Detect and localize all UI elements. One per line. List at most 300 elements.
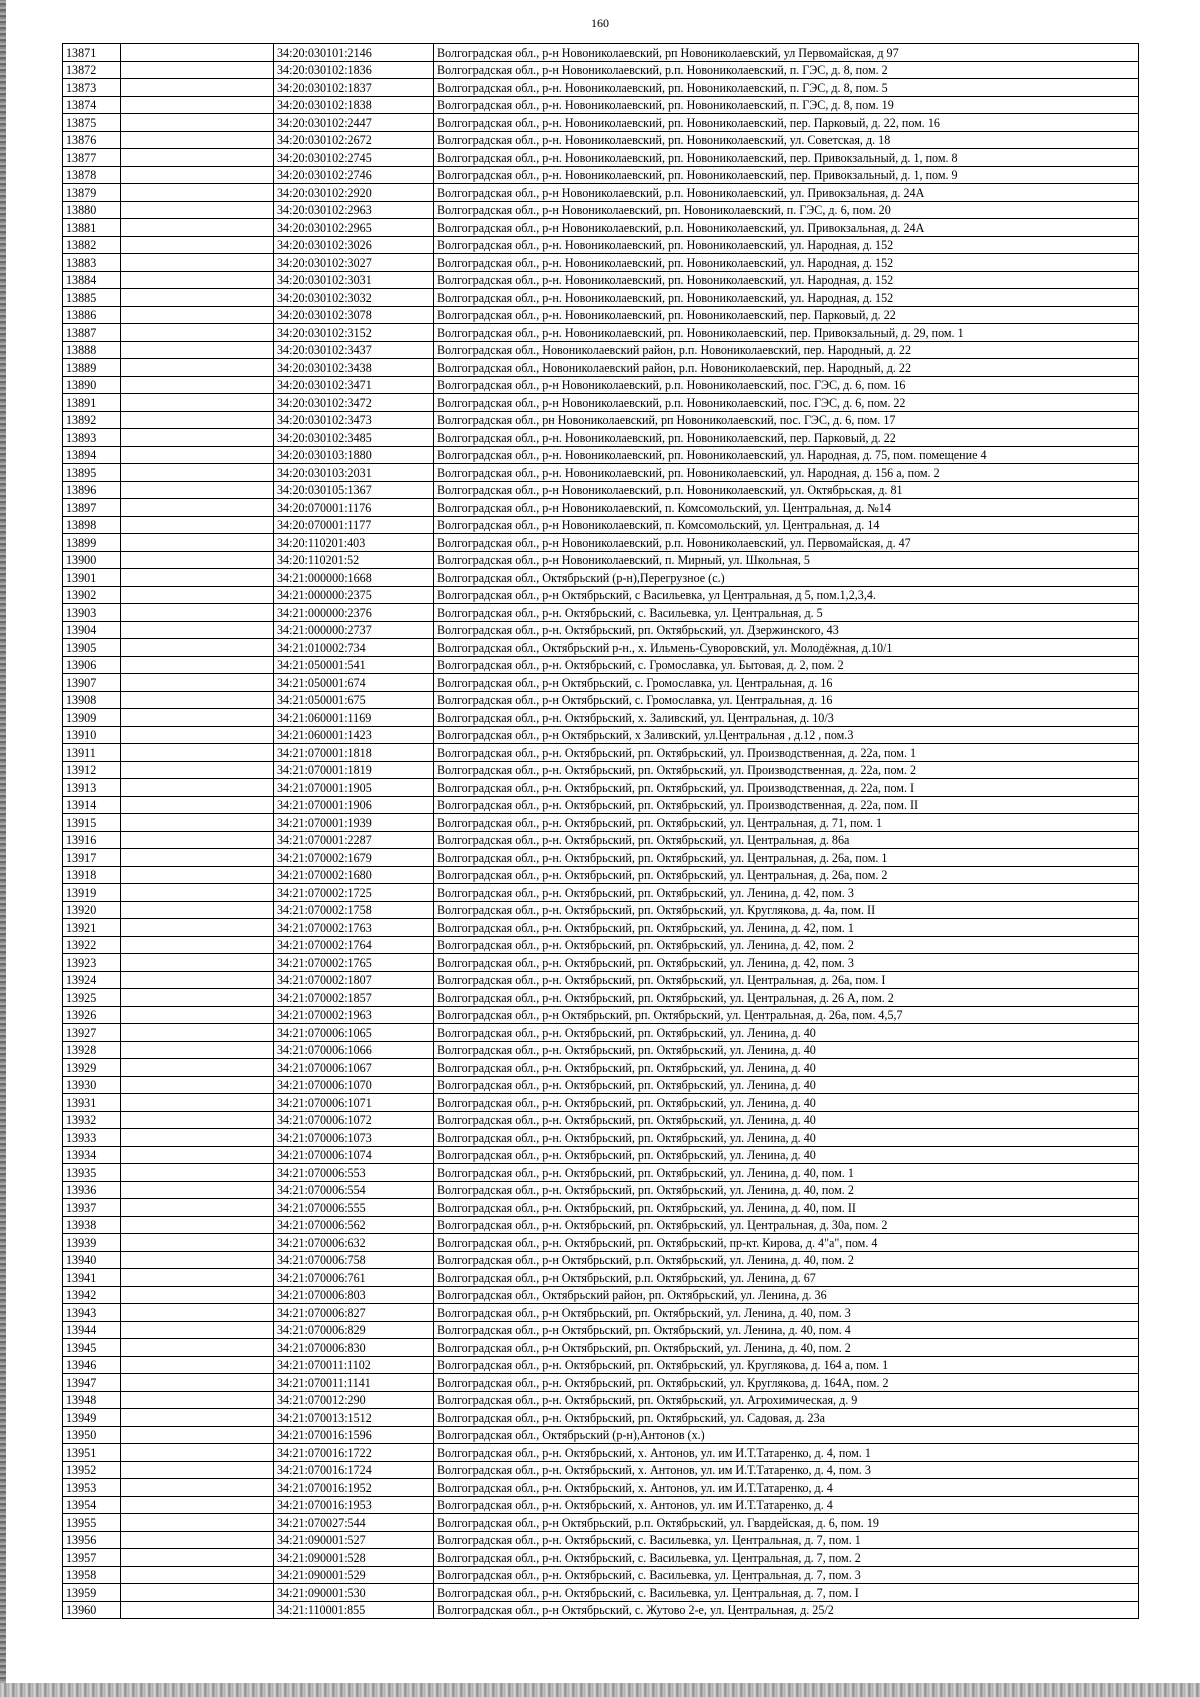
blank-cell	[121, 1269, 274, 1287]
address-cell: Волгоградская обл., р-н. Октябрьский, рп. Октябрьский, ул. Ленина, д. 40	[434, 1111, 1139, 1129]
table-row	[63, 96, 1139, 114]
address-cell: Волгоградская обл., р-н. Октябрьский, рп. Октябрьский, ул. Центральная, д. 26а, пом. 2	[434, 866, 1139, 884]
cadastral-number-cell: 34:20:030102:3473	[274, 411, 434, 429]
blank-cell	[121, 1426, 274, 1444]
blank-cell	[121, 236, 274, 254]
cadastral-number-cell: 34:20:070001:1176	[274, 499, 434, 517]
row-number-cell: 13934	[63, 1146, 121, 1164]
address-cell: Волгоградская обл., р-н. Октябрьский, х. Антонов, ул. им И.Т.Татаренко, д. 4, пом. 1	[434, 1444, 1139, 1462]
cadastral-number-cell: 34:21:070011:1141	[274, 1374, 434, 1392]
address-cell: Волгоградская обл., р-н Новониколаевский, рп. Новониколаевский, п. ГЭС, д. 6, пом. 20	[434, 201, 1139, 219]
address-cell: Волгоградская обл., р-н. Октябрьский, рп. Октябрьский, ул. Производственная, д. 22а, пом. I	[434, 779, 1139, 797]
table-row	[63, 446, 1139, 464]
blank-cell	[121, 1321, 274, 1339]
blank-cell	[121, 1566, 274, 1584]
cadastral-number-cell: 34:20:030103:1880	[274, 446, 434, 464]
table-row	[63, 674, 1139, 692]
table-row	[63, 289, 1139, 307]
blank-cell	[121, 796, 274, 814]
blank-cell	[121, 779, 274, 797]
address-cell: Волгоградская обл., р-н. Октябрьский, х. Антонов, ул. им И.Т.Татаренко, д. 4, пом. 3	[434, 1461, 1139, 1479]
address-cell: Волгоградская обл., р-н. Новониколаевский, рп. Новониколаевский, ул. Народная, д. 152	[434, 236, 1139, 254]
table-row	[63, 1286, 1139, 1304]
row-number-cell: 13886	[63, 306, 121, 324]
row-number-cell: 13882	[63, 236, 121, 254]
blank-cell	[121, 1461, 274, 1479]
row-number-cell: 13947	[63, 1374, 121, 1392]
table-row	[63, 341, 1139, 359]
cadastral-number-cell: 34:21:070016:1724	[274, 1461, 434, 1479]
row-number-cell: 13911	[63, 744, 121, 762]
address-cell: Волгоградская обл., р-н. Октябрьский, рп. Октябрьский, ул. Ленина, д. 40, пом. II	[434, 1199, 1139, 1217]
blank-cell	[121, 166, 274, 184]
row-number-cell: 13959	[63, 1584, 121, 1602]
cadastral-number-cell: 34:20:030102:3485	[274, 429, 434, 447]
blank-cell	[121, 1164, 274, 1182]
row-number-cell: 13893	[63, 429, 121, 447]
cadastral-number-cell: 34:20:030102:3032	[274, 289, 434, 307]
row-number-cell: 13872	[63, 61, 121, 79]
address-cell: Волгоградская обл., р-н. Октябрьский, рп. Октябрьский, ул. Производственная, д. 22а, пом. 2	[434, 761, 1139, 779]
row-number-cell: 13906	[63, 656, 121, 674]
row-number-cell: 13936	[63, 1181, 121, 1199]
address-cell: Волгоградская обл., р-н. Октябрьский, рп. Октябрьский, ул. Центральная, д. 86а	[434, 831, 1139, 849]
row-number-cell: 13908	[63, 691, 121, 709]
table-row	[63, 499, 1139, 517]
blank-cell	[121, 1059, 274, 1077]
blank-cell	[121, 306, 274, 324]
cadastral-number-cell: 34:21:070013:1512	[274, 1409, 434, 1427]
cadastral-number-cell: 34:20:030102:2963	[274, 201, 434, 219]
table-row	[63, 534, 1139, 552]
cadastral-number-cell: 34:21:000000:2375	[274, 586, 434, 604]
row-number-cell: 13960	[63, 1601, 121, 1619]
table-row	[63, 219, 1139, 237]
address-cell: Волгоградская обл., р-н. Октябрьский, рп. Октябрьский, ул. Садовая, д. 23а	[434, 1409, 1139, 1427]
blank-cell	[121, 1251, 274, 1269]
cadastral-number-cell: 34:21:070001:1819	[274, 761, 434, 779]
row-number-cell: 13933	[63, 1129, 121, 1147]
blank-cell	[121, 341, 274, 359]
cadastral-number-cell: 34:21:090001:527	[274, 1531, 434, 1549]
blank-cell	[121, 604, 274, 622]
table-row	[63, 184, 1139, 202]
row-number-cell: 13921	[63, 919, 121, 937]
registry-table-body	[63, 44, 1139, 1619]
table-row	[63, 254, 1139, 272]
table-row	[63, 866, 1139, 884]
table-row	[63, 1076, 1139, 1094]
row-number-cell: 13888	[63, 341, 121, 359]
cadastral-number-cell: 34:21:070006:555	[274, 1199, 434, 1217]
table-row	[63, 884, 1139, 902]
cadastral-number-cell: 34:21:090001:529	[274, 1566, 434, 1584]
blank-cell	[121, 569, 274, 587]
table-row	[63, 919, 1139, 937]
row-number-cell: 13879	[63, 184, 121, 202]
cadastral-number-cell: 34:21:070006:1065	[274, 1024, 434, 1042]
blank-cell	[121, 1181, 274, 1199]
address-cell: Волгоградская обл., р-н Октябрьский, х Заливский, ул.Центральная , д.12 , пом.3	[434, 726, 1139, 744]
cadastral-number-cell: 34:21:070006:1066	[274, 1041, 434, 1059]
address-cell: Волгоградская обл., р-н. Октябрьский, с. Васильевка, ул. Центральная, д. 7, пом. 2	[434, 1549, 1139, 1567]
row-number-cell: 13883	[63, 254, 121, 272]
table-row	[63, 1041, 1139, 1059]
row-number-cell: 13939	[63, 1234, 121, 1252]
cadastral-number-cell: 34:21:070006:1072	[274, 1111, 434, 1129]
cadastral-number-cell: 34:21:070006:761	[274, 1269, 434, 1287]
address-cell: Волгоградская обл., рн Новониколаевский, рп Новониколаевский, пос. ГЭС, д. 6, пом. 17	[434, 411, 1139, 429]
row-number-cell: 13909	[63, 709, 121, 727]
blank-cell	[121, 201, 274, 219]
blank-cell	[121, 324, 274, 342]
blank-cell	[121, 1006, 274, 1024]
address-cell: Волгоградская обл., р-н. Октябрьский, рп. Октябрьский, ул. Ленина, д. 40	[434, 1076, 1139, 1094]
cadastral-number-cell: 34:20:030102:3031	[274, 271, 434, 289]
blank-cell	[121, 184, 274, 202]
table-row	[63, 411, 1139, 429]
blank-cell	[121, 1234, 274, 1252]
address-cell: Волгоградская обл., р-н. Октябрьский, рп. Октябрьский, ул. Производственная, д. 22а, пом. II	[434, 796, 1139, 814]
table-row	[63, 1496, 1139, 1514]
row-number-cell: 13912	[63, 761, 121, 779]
table-row	[63, 1356, 1139, 1374]
table-row	[63, 236, 1139, 254]
cadastral-number-cell: 34:20:030102:1836	[274, 61, 434, 79]
table-row	[63, 516, 1139, 534]
table-row	[63, 1146, 1139, 1164]
address-cell: Волгоградская обл., р-н. Октябрьский, рп. Октябрьский, ул. Круглякова, д. 164 а, пом. 1	[434, 1356, 1139, 1374]
address-cell: Волгоградская обл., р-н. Октябрьский, рп. Октябрьский, ул. Центральная, д. 30а, пом. 2	[434, 1216, 1139, 1234]
row-number-cell: 13954	[63, 1496, 121, 1514]
address-cell: Волгоградская обл., р-н. Октябрьский, рп. Октябрьский, ул. Ленина, д. 42, пом. 3	[434, 884, 1139, 902]
table-row	[63, 691, 1139, 709]
address-cell: Волгоградская обл., р-н. Новониколаевский, рп. Новониколаевский, п. ГЭС, д. 8, пом. 5	[434, 79, 1139, 97]
blank-cell	[121, 96, 274, 114]
cadastral-number-cell: 34:21:060001:1423	[274, 726, 434, 744]
address-cell: Волгоградская обл., р-н. Октябрьский, х. Антонов, ул. им И.Т.Татаренко, д. 4	[434, 1496, 1139, 1514]
address-cell: Волгоградская обл., р-н. Октябрьский, с. Васильевка, ул. Центральная, д. 7, пом. I	[434, 1584, 1139, 1602]
table-row	[63, 954, 1139, 972]
cadastral-number-cell: 34:21:070001:2287	[274, 831, 434, 849]
blank-cell	[121, 586, 274, 604]
blank-cell	[121, 1391, 274, 1409]
row-number-cell: 13932	[63, 1111, 121, 1129]
row-number-cell: 13904	[63, 621, 121, 639]
table-row	[63, 464, 1139, 482]
table-row	[63, 656, 1139, 674]
table-row	[63, 149, 1139, 167]
cadastral-number-cell: 34:21:070001:1905	[274, 779, 434, 797]
cadastral-number-cell: 34:21:070006:554	[274, 1181, 434, 1199]
cadastral-number-cell: 34:21:000000:2737	[274, 621, 434, 639]
table-row	[63, 61, 1139, 79]
table-row	[63, 1584, 1139, 1602]
address-cell: Волгоградская обл., р-н Октябрьский, с. Громославка, ул. Центральная, д. 16	[434, 691, 1139, 709]
cadastral-number-cell: 34:20:030102:3026	[274, 236, 434, 254]
blank-cell	[121, 621, 274, 639]
row-number-cell: 13890	[63, 376, 121, 394]
address-cell: Волгоградская обл., р-н Октябрьский, с. Громославка, ул. Центральная, д. 16	[434, 674, 1139, 692]
cadastral-number-cell: 34:21:070002:1807	[274, 971, 434, 989]
cadastral-number-cell: 34:21:070002:1679	[274, 849, 434, 867]
table-row	[63, 1059, 1139, 1077]
table-row	[63, 604, 1139, 622]
table-row	[63, 901, 1139, 919]
row-number-cell: 13907	[63, 674, 121, 692]
table-row	[63, 481, 1139, 499]
address-cell: Волгоградская обл., р-н. Октябрьский, рп. Октябрьский, ул. Ленина, д. 42, пом. 1	[434, 919, 1139, 937]
table-row	[63, 166, 1139, 184]
table-row	[63, 1531, 1139, 1549]
address-cell: Волгоградская обл., Октябрьский (р-н),Антонов (х.)	[434, 1426, 1139, 1444]
address-cell: Волгоградская обл., р-н. Новониколаевский, рп. Новониколаевский, пер. Парковый, д. 22, пом. 16	[434, 114, 1139, 132]
cadastral-number-cell: 34:21:070006:1073	[274, 1129, 434, 1147]
cadastral-number-cell: 34:21:000000:1668	[274, 569, 434, 587]
table-row	[63, 1006, 1139, 1024]
table-row	[63, 201, 1139, 219]
row-number-cell: 13894	[63, 446, 121, 464]
row-number-cell: 13896	[63, 481, 121, 499]
row-number-cell: 13953	[63, 1479, 121, 1497]
table-row	[63, 1111, 1139, 1129]
cadastral-number-cell: 34:20:030103:2031	[274, 464, 434, 482]
scan-edge-bottom	[0, 1683, 1200, 1697]
address-cell: Волгоградская обл., р-н. Октябрьский, рп. Октябрьский, ул. Ленина, д. 40	[434, 1129, 1139, 1147]
blank-cell	[121, 359, 274, 377]
cadastral-number-cell: 34:21:000000:2376	[274, 604, 434, 622]
table-row	[63, 324, 1139, 342]
address-cell: Волгоградская обл., р-н. Октябрьский, рп. Октябрьский, ул. Центральная, д. 26а, пом. I	[434, 971, 1139, 989]
blank-cell	[121, 131, 274, 149]
blank-cell	[121, 534, 274, 552]
table-row	[63, 1199, 1139, 1217]
table-row	[63, 1549, 1139, 1567]
row-number-cell: 13880	[63, 201, 121, 219]
address-cell: Волгоградская обл., Октябрьский (р-н),Перегрузное (с.)	[434, 569, 1139, 587]
row-number-cell: 13941	[63, 1269, 121, 1287]
row-number-cell: 13923	[63, 954, 121, 972]
cadastral-number-cell: 34:21:050001:541	[274, 656, 434, 674]
row-number-cell: 13925	[63, 989, 121, 1007]
table-row	[63, 831, 1139, 849]
table-row	[63, 1339, 1139, 1357]
row-number-cell: 13881	[63, 219, 121, 237]
row-number-cell: 13951	[63, 1444, 121, 1462]
table-row	[63, 114, 1139, 132]
cadastral-number-cell: 34:21:060001:1169	[274, 709, 434, 727]
cadastral-number-cell: 34:21:070002:1680	[274, 866, 434, 884]
cadastral-number-cell: 34:21:070016:1596	[274, 1426, 434, 1444]
address-cell: Волгоградская обл., р-н. Октябрьский, х. Антонов, ул. им И.Т.Татаренко, д. 4	[434, 1479, 1139, 1497]
row-number-cell: 13922	[63, 936, 121, 954]
cadastral-number-cell: 34:20:030102:3027	[274, 254, 434, 272]
blank-cell	[121, 79, 274, 97]
cadastral-number-cell: 34:20:030101:2146	[274, 44, 434, 62]
blank-cell	[121, 901, 274, 919]
table-row	[63, 131, 1139, 149]
blank-cell	[121, 744, 274, 762]
address-cell: Волгоградская обл., р-н Октябрьский, р.п. Октябрьский, ул. Ленина, д. 67	[434, 1269, 1139, 1287]
address-cell: Волгоградская обл., р-н. Новониколаевский, рп. Новониколаевский, пер. Привокзальный, д. 1, пом. 8	[434, 149, 1139, 167]
address-cell: Волгоградская обл., р-н. Октябрьский, рп. Октябрьский, ул. Ленина, д. 40	[434, 1146, 1139, 1164]
row-number-cell: 13877	[63, 149, 121, 167]
cadastral-number-cell: 34:20:030102:2745	[274, 149, 434, 167]
cadastral-number-cell: 34:21:070001:1818	[274, 744, 434, 762]
address-cell: Волгоградская обл., р-н. Октябрьский, рп. Октябрьский, ул. Центральная, д. 26 А, пом. 2	[434, 989, 1139, 1007]
row-number-cell: 13889	[63, 359, 121, 377]
table-row	[63, 1461, 1139, 1479]
row-number-cell: 13937	[63, 1199, 121, 1217]
address-cell: Волгоградская обл., р-н. Новониколаевский, рп. Новониколаевский, ул. Народная, д. 152	[434, 289, 1139, 307]
row-number-cell: 13900	[63, 551, 121, 569]
cadastral-number-cell: 34:21:070006:830	[274, 1339, 434, 1357]
blank-cell	[121, 1111, 274, 1129]
row-number-cell: 13874	[63, 96, 121, 114]
row-number-cell: 13905	[63, 639, 121, 657]
blank-cell	[121, 1076, 274, 1094]
table-row	[63, 1391, 1139, 1409]
row-number-cell: 13946	[63, 1356, 121, 1374]
cadastral-number-cell: 34:20:030102:2920	[274, 184, 434, 202]
row-number-cell: 13924	[63, 971, 121, 989]
blank-cell	[121, 61, 274, 79]
blank-cell	[121, 1094, 274, 1112]
cadastral-number-cell: 34:20:030105:1367	[274, 481, 434, 499]
address-cell: Волгоградская обл., Октябрьский р-н., х. Ильмень-Суворовский, ул. Молодёжная, д.10/1	[434, 639, 1139, 657]
cadastral-number-cell: 34:20:110201:403	[274, 534, 434, 552]
scan-edge-left	[0, 0, 6, 1697]
blank-cell	[121, 411, 274, 429]
table-row	[63, 1094, 1139, 1112]
table-row	[63, 1251, 1139, 1269]
address-cell: Волгоградская обл., р-н Октябрьский, с Васильевка, ул Центральная, д 5, пом.1,2,3,4.	[434, 586, 1139, 604]
row-number-cell: 13950	[63, 1426, 121, 1444]
cadastral-number-cell: 34:21:070002:1963	[274, 1006, 434, 1024]
blank-cell	[121, 1496, 274, 1514]
cadastral-number-cell: 34:21:070006:1070	[274, 1076, 434, 1094]
address-cell: Волгоградская обл., р-н Октябрьский, рп. Октябрьский, ул. Ленина, д. 40, пом. 2	[434, 1339, 1139, 1357]
row-number-cell: 13944	[63, 1321, 121, 1339]
table-row	[63, 849, 1139, 867]
cadastral-number-cell: 34:20:030102:3078	[274, 306, 434, 324]
blank-cell	[121, 1129, 274, 1147]
cadastral-number-cell: 34:21:050001:674	[274, 674, 434, 692]
table-row	[63, 79, 1139, 97]
table-row	[63, 306, 1139, 324]
address-cell: Волгоградская обл., р-н Октябрьский, рп. Октябрьский, ул. Ленина, д. 40, пом. 3	[434, 1304, 1139, 1322]
cadastral-number-cell: 34:21:070006:562	[274, 1216, 434, 1234]
row-number-cell: 13895	[63, 464, 121, 482]
row-number-cell: 13875	[63, 114, 121, 132]
cadastral-number-cell: 34:20:030102:2746	[274, 166, 434, 184]
blank-cell	[121, 1286, 274, 1304]
row-number-cell: 13955	[63, 1514, 121, 1532]
row-number-cell: 13935	[63, 1164, 121, 1182]
cadastral-number-cell: 34:20:030102:3152	[274, 324, 434, 342]
cadastral-number-cell: 34:20:110201:52	[274, 551, 434, 569]
cadastral-number-cell: 34:21:070012:290	[274, 1391, 434, 1409]
cadastral-number-cell: 34:20:030102:2447	[274, 114, 434, 132]
address-cell: Волгоградская обл., р-н Октябрьский, рп. Октябрьский, ул. Ленина, д. 40, пом. 4	[434, 1321, 1139, 1339]
address-cell: Волгоградская обл., р-н. Новониколаевский, рп. Новониколаевский, ул. Народная, д. 152	[434, 254, 1139, 272]
address-cell: Волгоградская обл., р-н. Октябрьский, рп. Октябрьский, ул. Ленина, д. 40	[434, 1059, 1139, 1077]
row-number-cell: 13902	[63, 586, 121, 604]
registry-table	[62, 43, 1139, 1619]
row-number-cell: 13917	[63, 849, 121, 867]
cadastral-number-cell: 34:20:030102:2965	[274, 219, 434, 237]
blank-cell	[121, 1409, 274, 1427]
blank-cell	[121, 481, 274, 499]
row-number-cell: 13938	[63, 1216, 121, 1234]
cadastral-number-cell: 34:21:050001:675	[274, 691, 434, 709]
row-number-cell: 13943	[63, 1304, 121, 1322]
address-cell: Волгоградская обл., р-н. Октябрьский, с. Васильевка, ул. Центральная, д. 7, пом. 3	[434, 1566, 1139, 1584]
address-cell: Волгоградская обл., р-н Новониколаевский, рп Новониколаевский, ул Первомайская, д 97	[434, 44, 1139, 62]
blank-cell	[121, 394, 274, 412]
row-number-cell: 13930	[63, 1076, 121, 1094]
row-number-cell: 13942	[63, 1286, 121, 1304]
address-cell: Волгоградская обл., р-н. Октябрьский, рп. Октябрьский, ул. Ленина, д. 42, пом. 3	[434, 954, 1139, 972]
table-row	[63, 394, 1139, 412]
row-number-cell: 13945	[63, 1339, 121, 1357]
address-cell: Волгоградская обл., р-н. Новониколаевский, рп. Новониколаевский, ул. Народная, д. 156 а, пом. 2	[434, 464, 1139, 482]
address-cell: Волгоградская обл., р-н Новониколаевский, р.п. Новониколаевский, ул. Привокзальная, д. 24А	[434, 219, 1139, 237]
cadastral-number-cell: 34:21:070006:1067	[274, 1059, 434, 1077]
table-row	[63, 1426, 1139, 1444]
blank-cell	[121, 1356, 274, 1374]
table-row	[63, 586, 1139, 604]
address-cell: Волгоградская обл., р-н Новониколаевский, р.п. Новониколаевский, ул. Первомайская, д. 47	[434, 534, 1139, 552]
address-cell: Волгоградская обл., р-н. Новониколаевский, рп. Новониколаевский, пер. Привокзальный, д. 1, пом. 9	[434, 166, 1139, 184]
table-row	[63, 709, 1139, 727]
cadastral-number-cell: 34:20:030102:3471	[274, 376, 434, 394]
address-cell: Волгоградская обл., р-н Октябрьский, р.п. Октябрьский, ул. Гвардейская, д. 6, пом. 19	[434, 1514, 1139, 1532]
cadastral-number-cell: 34:20:030102:1837	[274, 79, 434, 97]
cadastral-number-cell: 34:21:070002:1764	[274, 936, 434, 954]
blank-cell	[121, 709, 274, 727]
blank-cell	[121, 429, 274, 447]
address-cell: Волгоградская обл., р-н Новониколаевский, р.п. Новониколаевский, ул. Октябрьская, д. 81	[434, 481, 1139, 499]
cadastral-number-cell: 34:20:030102:1838	[274, 96, 434, 114]
table-row	[63, 1444, 1139, 1462]
cadastral-number-cell: 34:21:070011:1102	[274, 1356, 434, 1374]
row-number-cell: 13873	[63, 79, 121, 97]
row-number-cell: 13920	[63, 901, 121, 919]
blank-cell	[121, 656, 274, 674]
row-number-cell: 13916	[63, 831, 121, 849]
blank-cell	[121, 814, 274, 832]
address-cell: Волгоградская обл., р-н. Октябрьский, с. Васильевка, ул. Центральная, д. 5	[434, 604, 1139, 622]
cadastral-number-cell: 34:21:070006:1074	[274, 1146, 434, 1164]
table-row	[63, 1514, 1139, 1532]
blank-cell	[121, 989, 274, 1007]
address-cell: Волгоградская обл., р-н. Новониколаевский, рп. Новониколаевский, ул. Советская, д. 18	[434, 131, 1139, 149]
row-number-cell: 13952	[63, 1461, 121, 1479]
cadastral-number-cell: 34:21:070006:1071	[274, 1094, 434, 1112]
address-cell: Волгоградская обл., р-н. Новониколаевский, рп. Новониколаевский, пер. Парковый, д. 22	[434, 429, 1139, 447]
blank-cell	[121, 1514, 274, 1532]
table-row	[63, 744, 1139, 762]
blank-cell	[121, 919, 274, 937]
row-number-cell: 13913	[63, 779, 121, 797]
blank-cell	[121, 114, 274, 132]
cadastral-number-cell: 34:21:070001:1906	[274, 796, 434, 814]
table-row	[63, 1321, 1139, 1339]
table-row	[63, 1304, 1139, 1322]
blank-cell	[121, 761, 274, 779]
table-row	[63, 779, 1139, 797]
